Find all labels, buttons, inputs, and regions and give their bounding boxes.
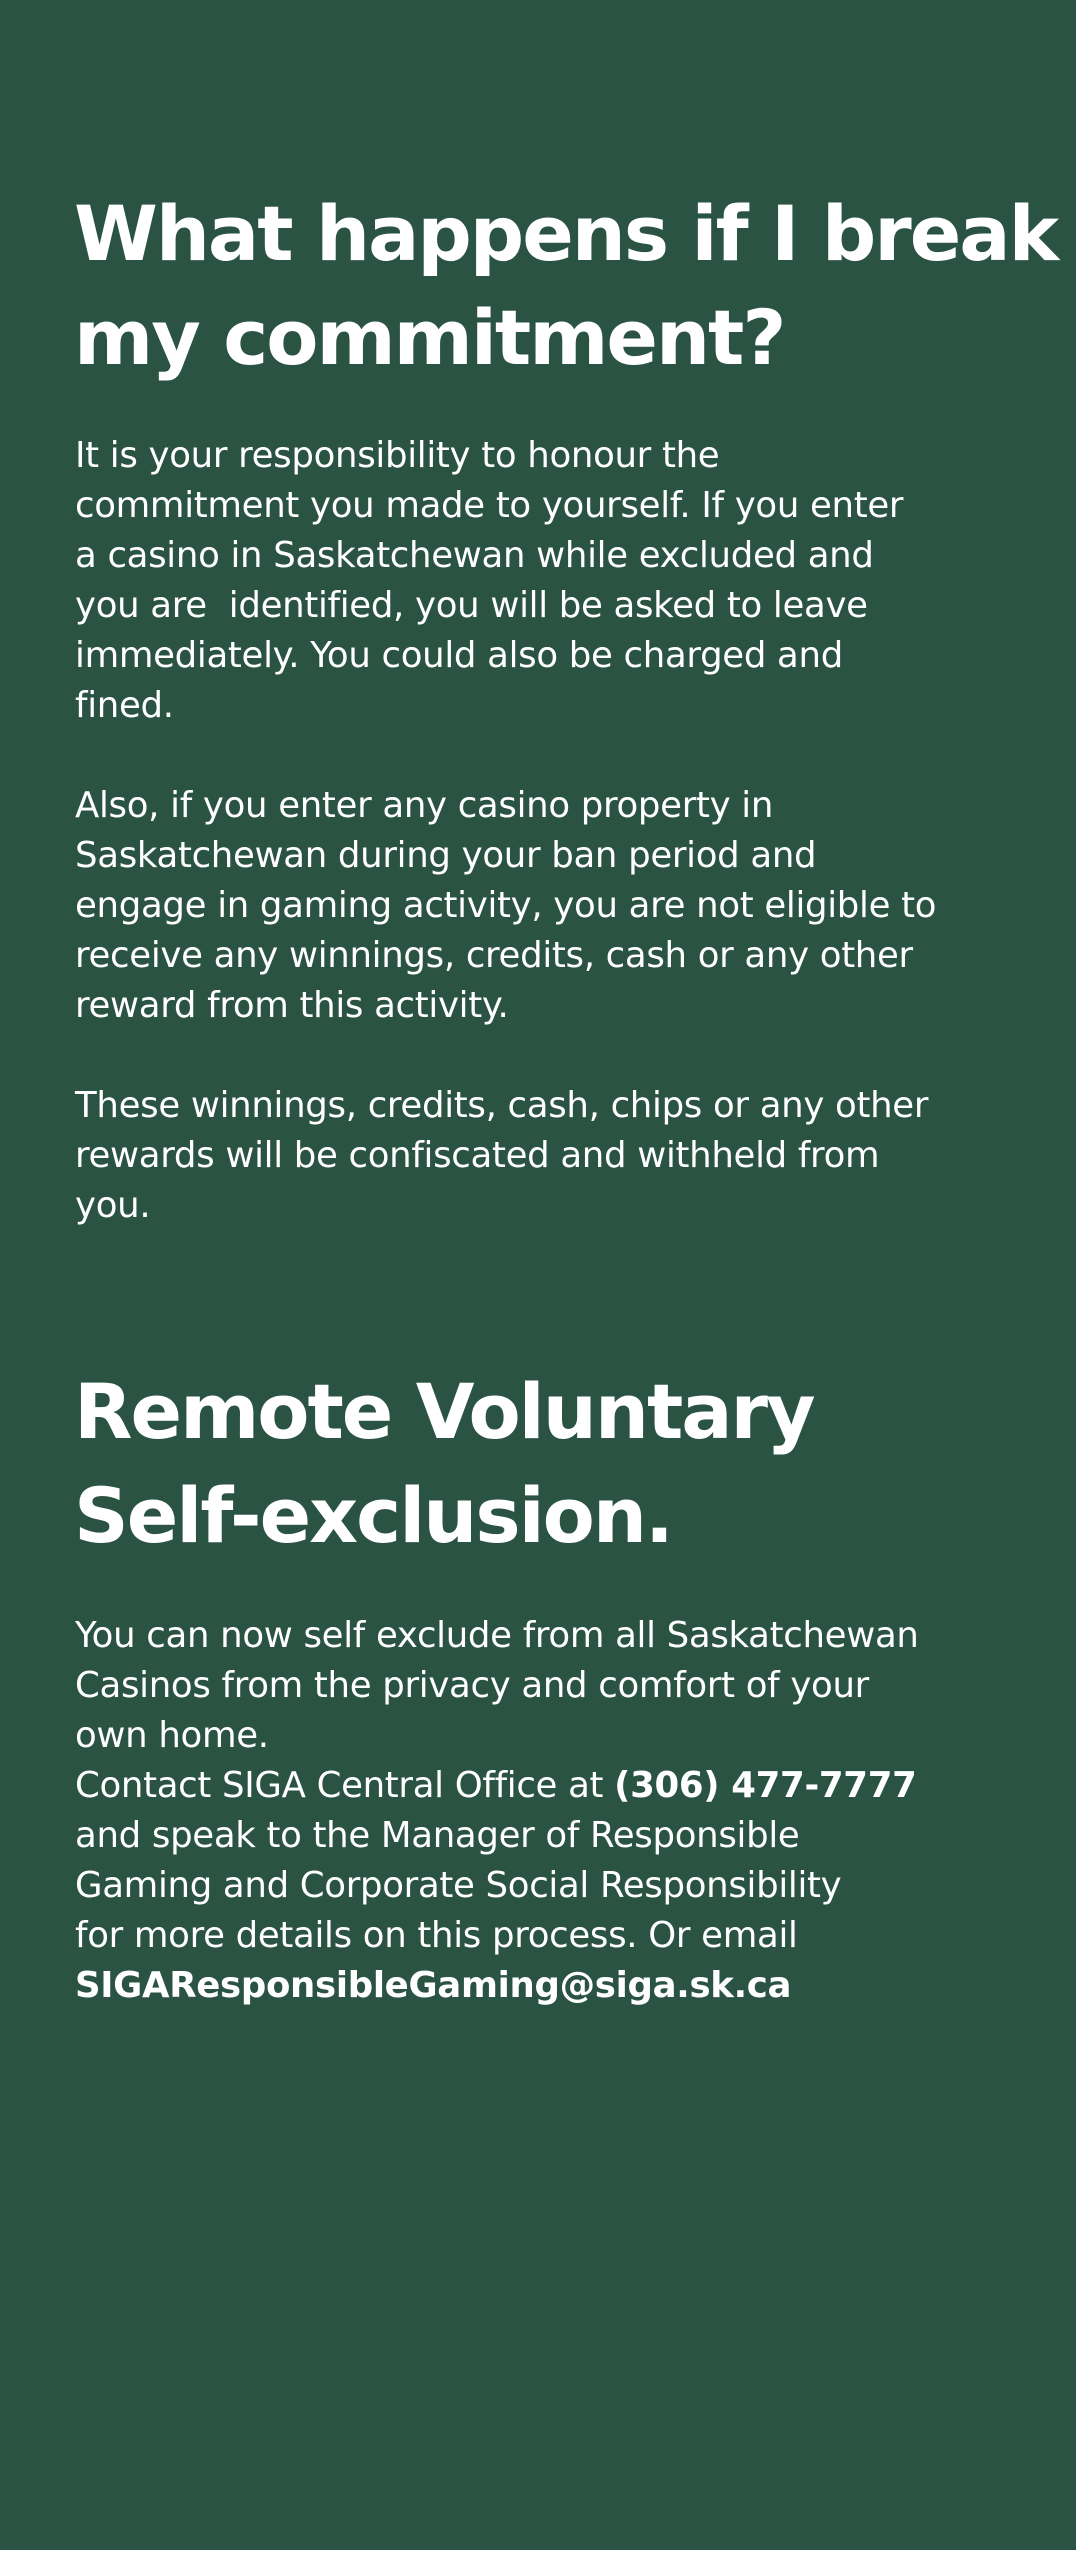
heading-line: Self-exclusion. bbox=[74, 1471, 672, 1560]
paragraph-line: commitment you made to yourself. If you enter bbox=[75, 485, 904, 526]
paragraph-ineligible-winnings bbox=[75, 781, 1035, 1031]
heading-line: my commitment? bbox=[74, 293, 785, 382]
paragraph-line-contact bbox=[75, 1761, 1035, 1811]
paragraph-line: These winnings, credits, cash, chips or any other bbox=[75, 1085, 929, 1126]
paragraph-line: reward from this activity. bbox=[75, 985, 509, 1026]
paragraph-line: a casino in Saskatchewan while excluded and bbox=[75, 535, 874, 576]
paragraph-remote-exclusion-info bbox=[75, 1611, 1035, 2011]
paragraph-confiscation bbox=[75, 1081, 1035, 1231]
section-heading-remote-self-exclusion bbox=[74, 1360, 1034, 1568]
paragraph-line: fined. bbox=[75, 685, 174, 726]
paragraph-line: Casinos from the privacy and comfort of your bbox=[75, 1665, 869, 1706]
paragraph-line: It is your responsibility to honour the bbox=[75, 435, 720, 476]
paragraph-line: for more details on this process. Or email bbox=[75, 1915, 798, 1956]
paragraph-line: immediately. You could also be charged and bbox=[75, 635, 843, 676]
paragraph-line: You can now self exclude from all Saskatchewan bbox=[75, 1615, 919, 1656]
paragraph-responsibility bbox=[75, 431, 1035, 731]
contact-prefix: Contact SIGA Central Office at bbox=[75, 1765, 615, 1806]
email-address[interactable]: SIGAResponsibleGaming@siga.sk.ca bbox=[75, 1965, 792, 2006]
paragraph-line: Saskatchewan during your ban period and bbox=[75, 835, 817, 876]
paragraph-line: you are identified, you will be asked to leave bbox=[75, 585, 868, 626]
paragraph-line: and speak to the Manager of Responsible bbox=[75, 1815, 800, 1856]
paragraph-line: engage in gaming activity, you are not eligible to bbox=[75, 885, 937, 926]
section-heading-break-commitment bbox=[74, 182, 1058, 390]
paragraph-line: rewards will be confiscated and withheld from bbox=[75, 1135, 880, 1176]
paragraph-line: you. bbox=[75, 1185, 151, 1226]
paragraph-line: Also, if you enter any casino property in bbox=[75, 785, 774, 826]
heading-line: Remote Voluntary bbox=[74, 1367, 814, 1456]
paragraph-line: own home. bbox=[75, 1715, 269, 1756]
paragraph-line: Gaming and Corporate Social Responsibility bbox=[75, 1865, 842, 1906]
heading-line: What happens if I break bbox=[74, 189, 1058, 278]
phone-number[interactable]: (306) 477-7777 bbox=[614, 1765, 917, 1806]
paragraph-line: receive any winnings, credits, cash or any other bbox=[75, 935, 913, 976]
